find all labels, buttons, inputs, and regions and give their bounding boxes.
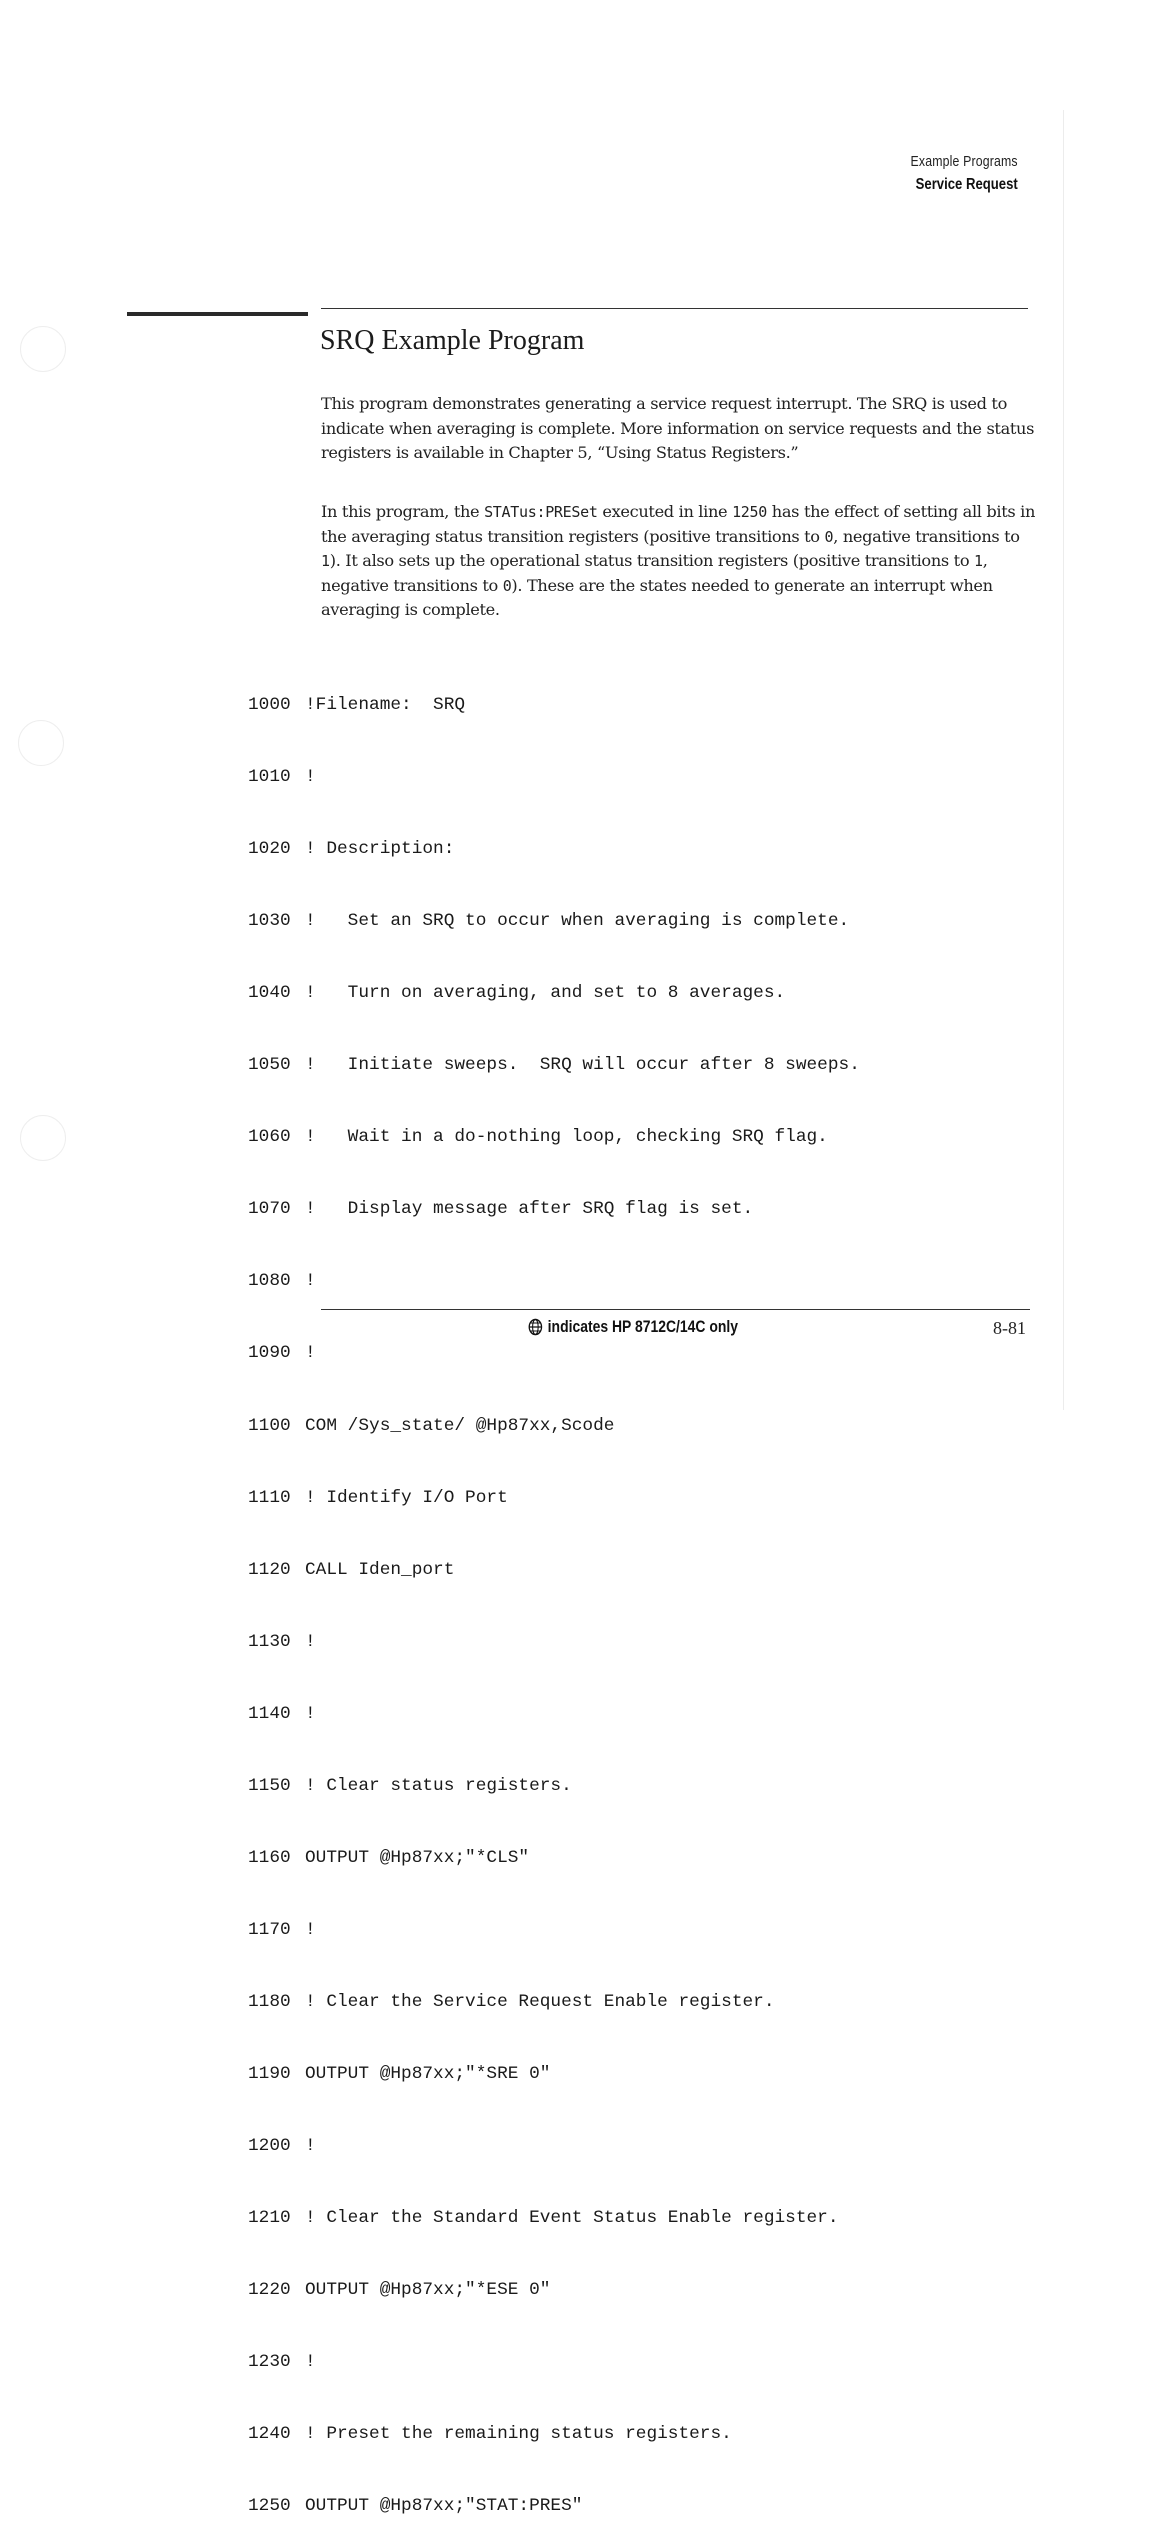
preset-paragraph — [321, 500, 1036, 623]
code-text: ! — [305, 1343, 316, 1364]
code-text: ! Clear status registers. — [305, 1775, 572, 1796]
page-edge-shadow — [1063, 110, 1064, 1410]
line-number: 1090 — [248, 1343, 291, 1364]
code-text: ! Turn on averaging, and set to 8 averages. — [305, 983, 786, 1004]
page-number: 8-81 — [993, 1318, 1026, 1338]
code-text: OUTPUT @Hp87xx;"*SRE 0" — [305, 2063, 551, 2084]
code-line — [248, 693, 860, 717]
line-number: 1190 — [248, 2063, 291, 2084]
code-text: ! Initiate sweeps. SRQ will occur after 8 sweeps. — [305, 1055, 860, 1076]
binder-hole-middle — [18, 720, 64, 766]
running-header — [887, 153, 1018, 194]
section-rule-thick — [127, 312, 308, 316]
para-text: has the effect of setting all bits in the averaging status transition registers (positive transitions to — [321, 502, 1036, 546]
line-number: 1140 — [248, 1703, 291, 1724]
para-text: In this program, the — [321, 502, 485, 521]
code-text: ! Preset the remaining status registers. — [305, 2424, 732, 2445]
line-number: 1020 — [248, 839, 291, 860]
line-number: 1160 — [248, 1847, 291, 1868]
code-text: ! Description: — [305, 839, 455, 860]
code-line — [248, 2134, 860, 2158]
inline-code: 1 — [321, 552, 330, 570]
page-title: SRQ Example Program — [320, 325, 585, 356]
code-text: ! — [305, 2135, 316, 2156]
inline-code: STATus:PRESet — [484, 503, 598, 521]
code-line — [248, 1414, 860, 1438]
line-number: 1230 — [248, 2352, 291, 2373]
line-number: 1240 — [248, 2424, 291, 2445]
code-text: CALL Iden_port — [305, 1559, 455, 1580]
code-line — [248, 1918, 860, 1942]
code-text: ! — [305, 767, 316, 788]
code-text: ! Display message after SRQ flag is set. — [305, 1199, 754, 1220]
binder-hole-top — [20, 326, 66, 372]
line-number: 1010 — [248, 767, 291, 788]
code-text: ! — [305, 1271, 316, 1292]
code-line — [248, 765, 860, 789]
code-line — [248, 2062, 860, 2086]
line-number: 1180 — [248, 1991, 291, 2012]
code-line — [248, 1990, 860, 2014]
code-text: COM /Sys_state/ @Hp87xx,Scode — [305, 1415, 615, 1436]
line-number: 1060 — [248, 1127, 291, 1148]
code-line — [248, 1846, 860, 1870]
line-number: 1130 — [248, 1631, 291, 1652]
inline-code: 0 — [502, 576, 512, 595]
code-line — [248, 837, 860, 861]
code-line — [248, 909, 860, 933]
line-number: 1000 — [248, 695, 291, 716]
line-number: 1210 — [248, 2208, 291, 2229]
code-text: ! Wait in a do-nothing loop, checking SRQ flag. — [305, 1127, 828, 1148]
code-text: ! Set an SRQ to occur when averaging is complete. — [305, 911, 850, 932]
inline-code: 1 — [974, 552, 983, 570]
para-text: , negative transitions to — [321, 551, 988, 595]
code-text: ! Clear the Standard Event Status Enable register. — [305, 2208, 839, 2229]
line-number: 1030 — [248, 911, 291, 932]
code-line — [248, 1702, 860, 1726]
line-number: 1120 — [248, 1559, 291, 1580]
code-line — [248, 1558, 860, 1582]
code-text: ! — [305, 2352, 316, 2373]
line-number: 1150 — [248, 1775, 291, 1796]
para-text: , negative transitions to — [833, 526, 1020, 546]
para-text: ). These are the states needed to generate an interrupt when averaging is complete. — [321, 575, 993, 619]
line-number: 1070 — [248, 1199, 291, 1220]
footer-rule — [321, 1309, 1030, 1310]
code-line — [248, 2494, 860, 2518]
code-line — [248, 1630, 860, 1654]
para-text: ). It also sets up the operational status transition registers (positive transitions to — [329, 551, 975, 570]
inline-code: 0 — [824, 527, 834, 546]
code-text: ! Identify I/O Port — [305, 1487, 508, 1508]
code-line — [248, 1486, 860, 1510]
code-text: OUTPUT @Hp87xx;"*ESE 0" — [305, 2280, 551, 2301]
line-number: 1110 — [248, 1487, 291, 1508]
line-number: 1080 — [248, 1271, 291, 1292]
line-number: 1100 — [248, 1415, 291, 1436]
code-line — [248, 2278, 860, 2302]
line-number: 1050 — [248, 1055, 291, 1076]
code-line — [248, 2350, 860, 2374]
line-number: 1200 — [248, 2135, 291, 2156]
inline-code: 1250 — [732, 503, 768, 521]
code-listing — [248, 645, 860, 2542]
code-line — [248, 981, 860, 1005]
code-line — [248, 1774, 860, 1798]
code-text: OUTPUT @Hp87xx;"STAT:PRES" — [305, 2496, 583, 2517]
code-line — [248, 1053, 860, 1077]
code-line — [248, 1341, 860, 1365]
footer-note — [528, 1317, 738, 1337]
section-rule-thin — [321, 308, 1028, 309]
code-text: ! — [305, 1703, 316, 1724]
binder-hole-bottom — [20, 1115, 66, 1161]
footer-note-text: indicates HP 8712C/14C only — [547, 1317, 739, 1336]
code-text: !Filename: SRQ — [305, 695, 466, 716]
code-line — [248, 1269, 860, 1293]
line-number: 1220 — [248, 2280, 291, 2301]
header-chapter-title: Example Programs — [910, 153, 1018, 170]
code-line — [248, 1197, 860, 1221]
code-text: OUTPUT @Hp87xx;"*CLS" — [305, 1847, 530, 1868]
para-text: executed in line — [597, 502, 733, 521]
globe-icon — [528, 1318, 543, 1336]
code-text: ! — [305, 1919, 316, 1940]
code-line — [248, 1125, 860, 1149]
intro-paragraph: This program demonstrates generating a service request interrupt. The SRQ is used to indicate when averaging is complete. More information on service requests and the status registers is available in Chapter 5, “Using Status Registers.” — [321, 394, 1035, 462]
code-text: ! — [305, 1631, 316, 1652]
code-text: ! Clear the Service Request Enable register. — [305, 1991, 775, 2012]
header-section-title: Service Request — [915, 176, 1018, 193]
line-number: 1250 — [248, 2496, 291, 2517]
line-number: 1040 — [248, 983, 291, 1004]
code-line — [248, 2206, 860, 2230]
code-line — [248, 2422, 860, 2446]
line-number: 1170 — [248, 1919, 291, 1940]
